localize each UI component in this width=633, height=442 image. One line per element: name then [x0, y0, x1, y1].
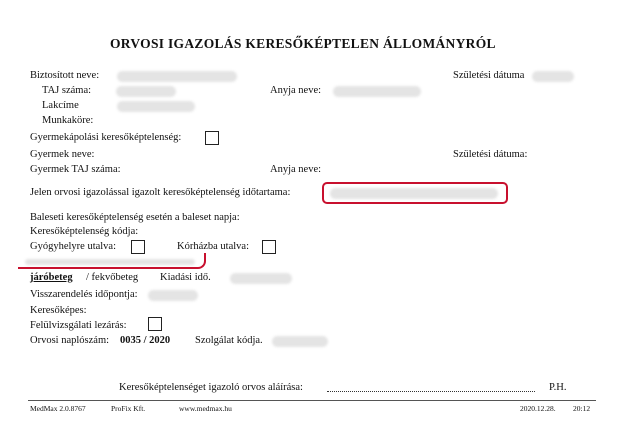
redacted-mother-name	[333, 86, 421, 97]
footer-company: ProFix Kft.	[111, 404, 146, 413]
felulvizsgalati-checkbox[interactable]	[148, 317, 162, 331]
label-gyermek-taj: Gyermek TAJ száma:	[30, 164, 121, 175]
label-jarobeteg[interactable]: járóbeteg	[30, 272, 73, 283]
footer-product: MedMax 2.0.8767	[30, 404, 86, 413]
label-gyogyhelyre: Gyógyhelyre utalva:	[30, 241, 117, 252]
label-szuletesi-datuma-1: Születési dátuma	[453, 70, 525, 81]
label-ph: P.H.	[549, 382, 567, 393]
label-keresokepes: Keresőképes:	[30, 305, 87, 316]
label-visszarendeles: Visszarendelés időpontja:	[30, 289, 138, 300]
label-taj: TAJ száma:	[42, 85, 92, 96]
duration-highlight[interactable]	[322, 182, 508, 204]
label-biztositott: Biztosított neve:	[30, 70, 100, 81]
gyermekapolasi-checkbox[interactable]	[205, 131, 219, 145]
label-gyermek-neve: Gyermek neve:	[30, 149, 95, 160]
redacted-issue-time	[230, 273, 292, 284]
page-title: ORVOSI IGAZOLÁS KERESŐKÉPTELEN ÁLLOMÁNYRÓL	[110, 36, 496, 51]
gyogyhelyre-highlight[interactable]	[18, 253, 206, 269]
label-lakcime: Lakcíme	[42, 100, 79, 111]
label-szolgalat: Szolgálat kódja.	[195, 335, 263, 346]
signature-line	[327, 391, 535, 392]
label-anyja-neve-1: Anyja neve:	[270, 85, 322, 96]
redacted-taj	[116, 86, 176, 97]
label-korhazba: Kórházba utalva:	[177, 241, 250, 252]
label-fekvobeteg[interactable]: / fekvőbeteg	[86, 272, 139, 283]
label-baleseti: Baleseti keresőképtelenség esetén a baleset napja:	[30, 212, 240, 223]
label-naploszam: Orvosi naplószám:	[30, 335, 110, 346]
label-felulvizsgalati: Felülvizsgálati lezárás:	[30, 320, 127, 331]
redacted-birthdate	[532, 71, 574, 82]
redacted-recall	[148, 290, 198, 301]
footer-website[interactable]: www.medmax.hu	[179, 404, 232, 413]
korhazba-checkbox[interactable]	[262, 240, 276, 254]
footer-date: 2020.12.28.	[520, 404, 556, 413]
label-alairas: Keresőképtelenséget igazoló orvos aláírása:	[119, 382, 303, 393]
footer-time: 20:12	[573, 404, 591, 413]
gyogyhelyre-checkbox[interactable]	[131, 240, 145, 254]
label-kodja: Keresőképtelenség kódja:	[30, 226, 139, 237]
label-kiadasi-ido: Kiadási idő.	[160, 272, 211, 283]
label-munkakore: Munkaköre:	[42, 115, 94, 126]
footer-divider	[28, 400, 596, 401]
label-gyermekapolasi: Gyermekápolási keresőképtelenség:	[30, 132, 182, 143]
label-anyja-neve-2: Anyja neve:	[270, 164, 322, 175]
naploszam-value: 0035 / 2020	[120, 335, 171, 346]
redacted-name	[117, 71, 237, 82]
label-idotartama: Jelen orvosi igazolással igazolt keresőképtelenség időtartama:	[30, 187, 291, 198]
redacted-address	[117, 101, 195, 112]
redacted-service-code	[272, 336, 328, 347]
label-szuletesi-datuma-2: Születési dátuma:	[453, 149, 528, 160]
